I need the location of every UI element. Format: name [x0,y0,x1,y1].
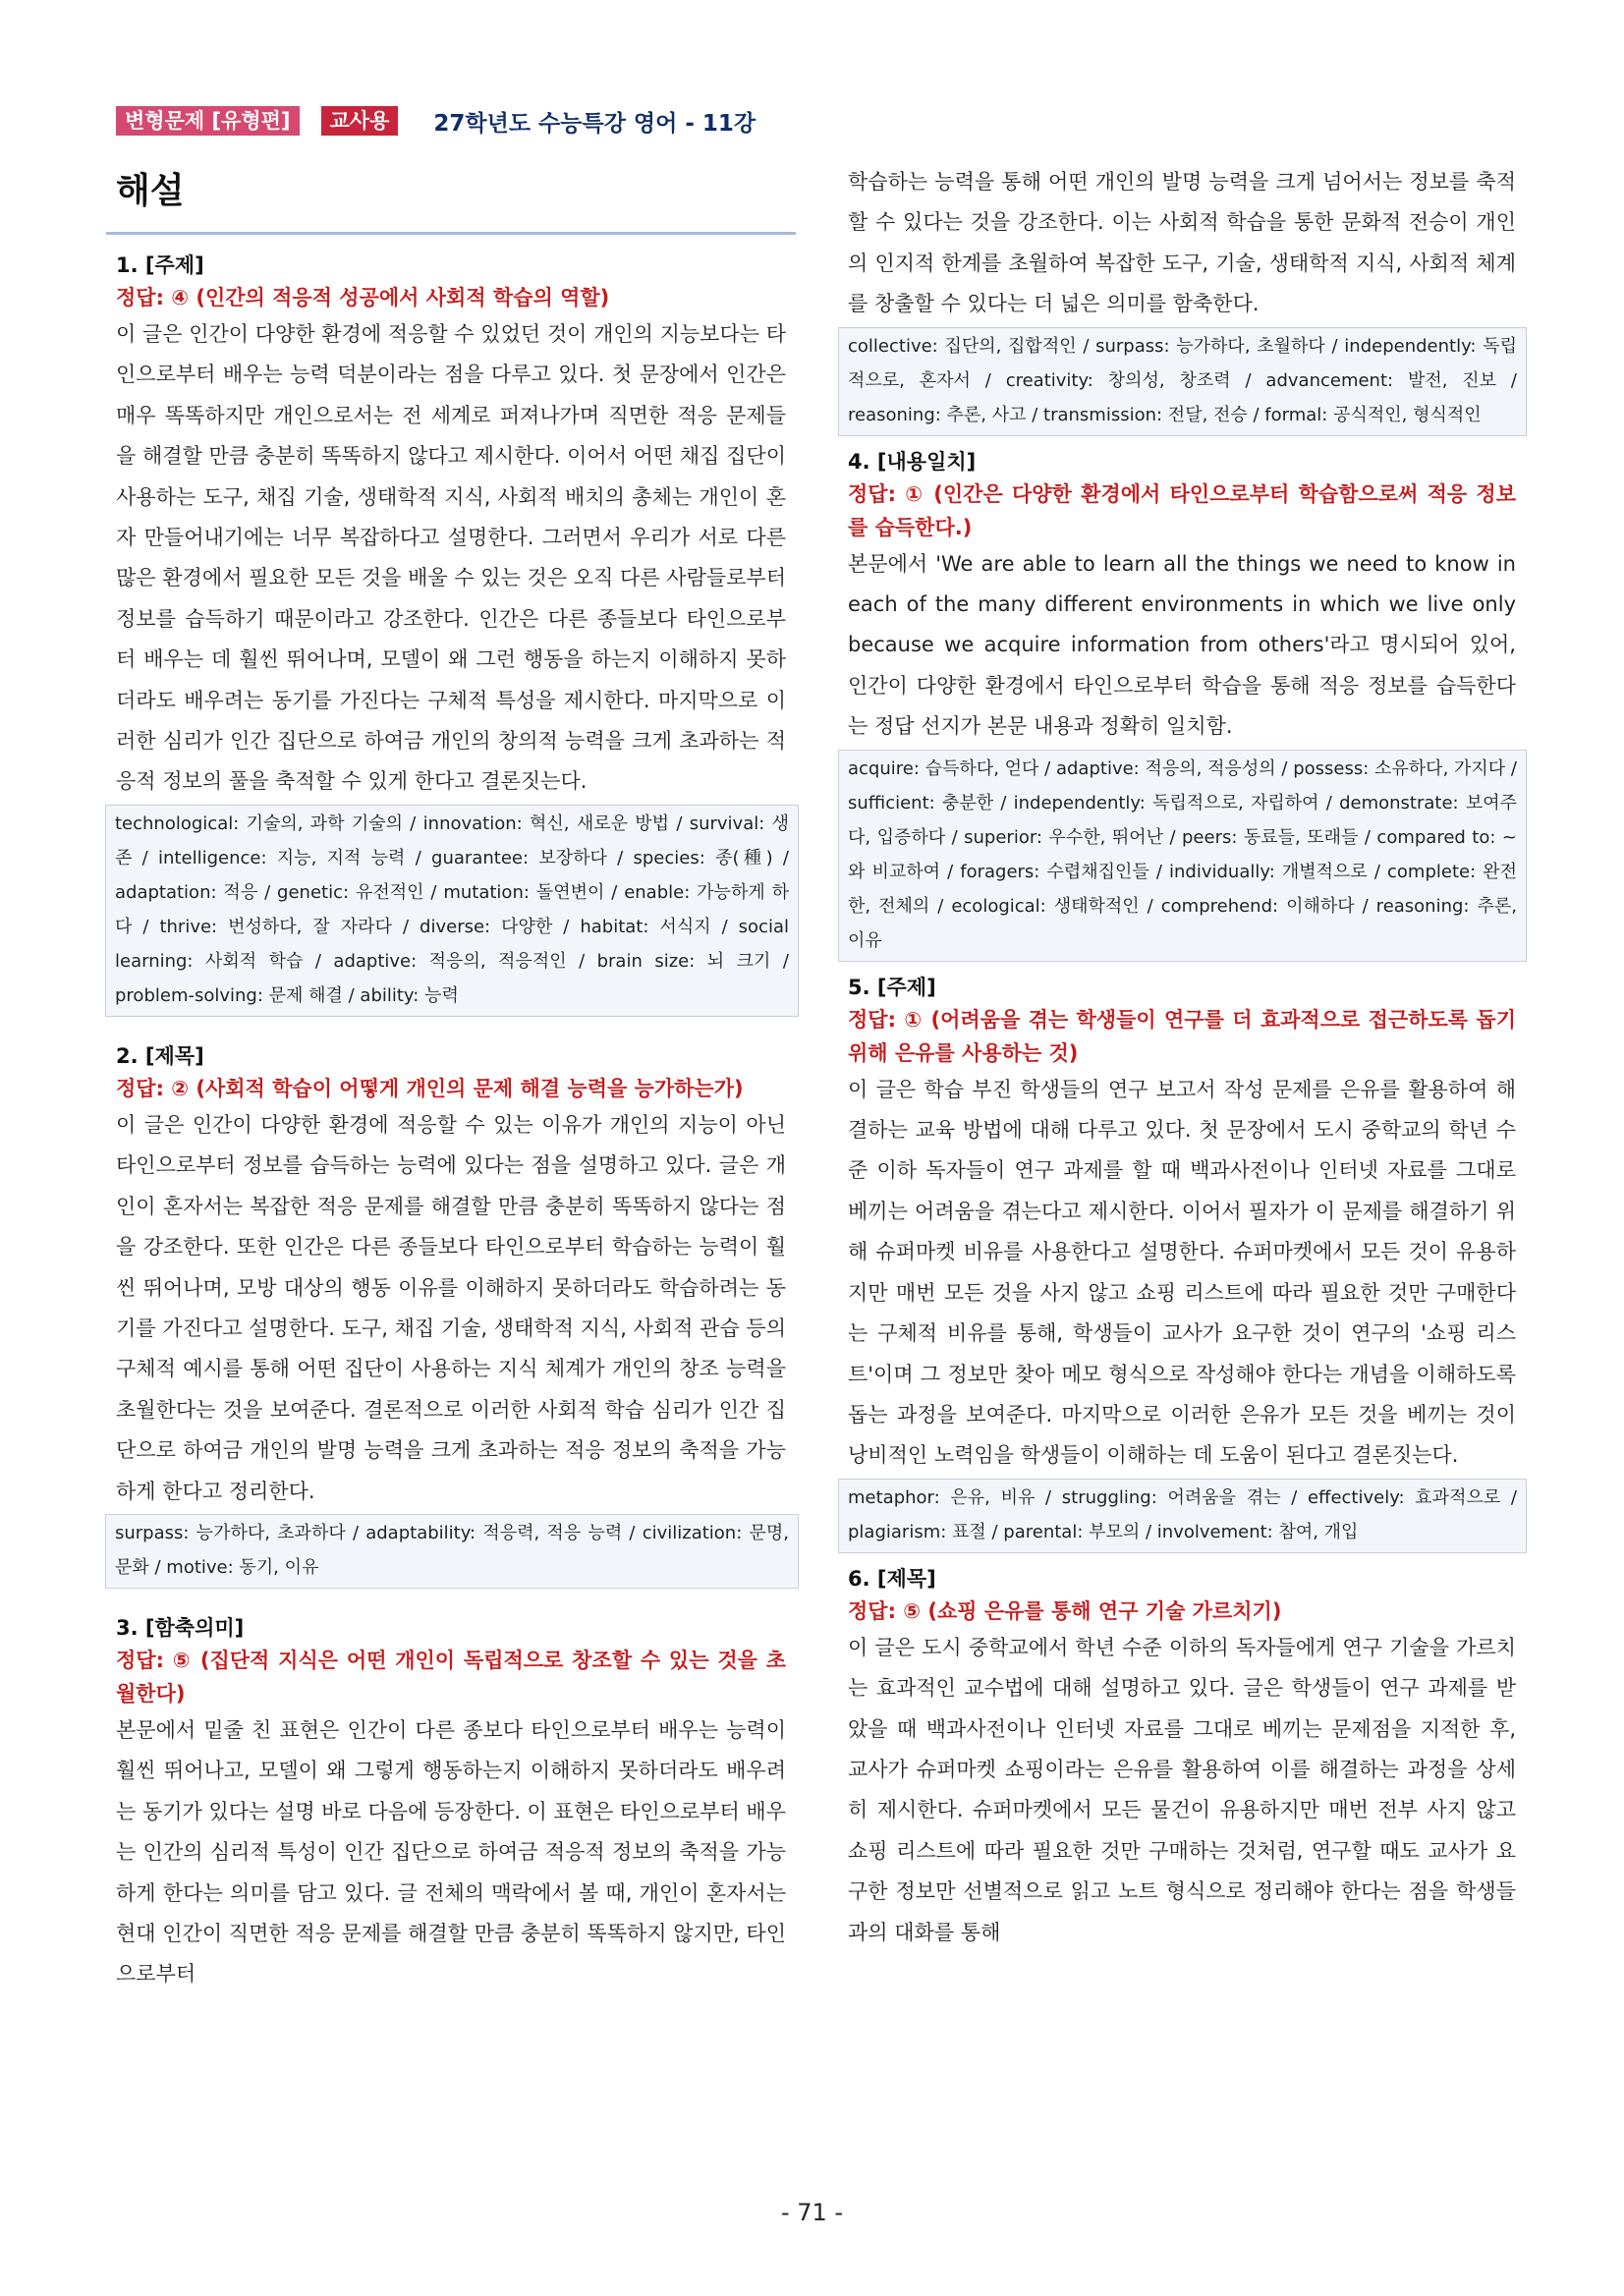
answer-line: 정답: ⑤ (집단적 지식은 어떤 개인이 독립적으로 창조할 수 있는 것을 초월한다) [116,1648,786,1706]
question-number: 2. [제목] [116,1043,204,1068]
teacher-tag: 교사용 [321,106,399,136]
heading-divider [106,232,796,235]
left-column [115,250,789,1995]
explanation-text-continued: 학습하는 능력을 통해 어떤 개인의 발명 능력을 크게 넘어서는 정보를 축적할 수 있다는 것을 강조한다. 이는 사회적 학습을 통한 문화적 전승이 개인의 인지적 한계를 초월하여 복잡한 도구, 기술, 생태학적 지식, 사회적 체계를 창출할 수 있다는 더 넓은 의미를 함축한다. [848,170,1516,316]
section-1 [115,250,789,1017]
explanation-text: 이 글은 도시 중학교에서 학년 수준 이하의 독자들에게 연구 기술을 가르치는 효과적인 교수법에 대해 설명하고 있다. 글은 학생들이 연구 과제를 받았을 때 백과사전이나 인터넷 자료를 그대로 베끼는 문제점을 지적한 후, 교사가 슈퍼마켓 쇼핑이라는 은유를 활용하여 이를 해결하는 과정을 상세히 제시한다. 슈퍼마켓에서 모든 물건이 유용하지만 매번 전부 사지 않고 쇼핑 리스트에 따라 필요한 것만 구매하는 것처럼, 연구할 때도 교사가 요구한 정보만 선별적으로 읽고 노트 형식으로 정리해야 한다는 점을 학생들과의 대화를 통해 [848,1635,1516,1944]
answer-line: 정답: ⑤ (쇼핑 은유를 통해 연구 기술 가르치기) [848,1598,1282,1623]
vocab-box: surpass: 능가하다, 초과하다 / adaptability: 적응력, 적응 능력 / civilization: 문명, 문화 / motive: 동기, 이유 [105,1514,799,1589]
explanation-text: 이 글은 인간이 다양한 환경에 적응할 수 있는 이유가 개인의 지능이 아닌 타인으로부터 정보를 습득하는 능력에 있다는 점을 설명하고 있다. 글은 개인이 혼자서는 복잡한 적응 문제를 해결할 만큼 충분히 똑똑하지 않다는 점을 강조한다. 또한 인간은 다른 종들보다 타인으로부터 학습하는 능력이 훨씬 뛰어나며, 모방 대상의 행동 이유를 이해하지 못하더라도 학습하려는 동기를 가진다고 설명한다. 도구, 채집 기술, 생태학적 지식, 사회적 관습 등의 구체적 예시를 통해 어떤 집단이 사용하는 지식 체계가 개인의 창조 능력을 초월한다는 것을 보여준다. 결론적으로 이러한 사회적 학습 심리가 인간 집단으로 하여금 개인의 발명 능력을 크게 초과하는 적응 정보의 축적을 가능하게 한다고 정리한다. [116,1112,786,1503]
question-number: 5. [주제] [848,975,936,999]
explanation-text: 본문에서 밑줄 친 표현은 인간이 다른 종보다 타인으로부터 배우는 능력이 훨씬 뛰어나고, 모델이 왜 그렇게 행동하는지 이해하지 못하더라도 배우려는 동기가 있다는 설명 바로 다음에 등장한다. 이 표현은 타인으로부터 배우는 인간의 심리적 특성이 인간 집단으로 하여금 적응적 정보의 축적을 가능하게 한다는 의미를 담고 있다. 글 전체의 맥락에서 볼 때, 개인이 혼자서는 현대 인간이 직면한 적응 문제를 해결할 만큼 충분히 똑똑하지 않지만, 타인으로부터 [116,1717,787,1987]
section-6 [848,1563,1516,1953]
explanation-text: 이 글은 학습 부진 학생들의 연구 보고서 작성 문제를 은유를 활용하여 해결하는 교육 방법에 대해 다루고 있다. 첫 문장에서 도시 중학교의 학년 수준 이하 독자들이 연구 과제를 할 때 백과사전이나 인터넷 자료를 그대로 베끼는 어려움을 겪는다고 제시한다. 이어서 필자가 이 문제를 해결하기 위해 슈퍼마켓 비유를 사용한다고 설명한다. 슈퍼마켓에서 모든 것이 유용하지만 매번 모든 것을 사지 않고 쇼핑 리스트에 따라 필요한 것만 구매한다는 구체적 비유를 통해, 학생들이 교사가 요구한 것이 연구의 '쇼핑 리스트'이며 그 정보만 찾아 메모 형식으로 작성해야 한다는 개념을 이해하도록 돕는 과정을 보여준다. 마지막으로 이러한 은유가 모든 것을 베끼는 것이 낭비적인 노력임을 학생들이 이해하는 데 도움이 된다고 결론짓는다. [848,1077,1516,1468]
question-number: 6. [제목] [848,1566,936,1591]
type-tag: 변형문제 [유형편] [116,106,300,136]
explanation-text: 이 글은 인간이 다양한 환경에 적응할 수 있었던 것이 개인의 지능보다는 타인으로부터 배우는 능력 덕분이라는 점을 다루고 있다. 첫 문장에서 인간은 매우 똑똑하지만 개인으로서는 전 세계로 퍼져나가며 직면한 적응 문제들을 해결할 만큼 충분히 똑똑하지 않다고 제시한다. 이어서 어떤 채집 집단이 사용하는 도구, 채집 기술, 생태학적 지식, 사회적 배치의 총체는 개인이 혼자 만들어내기에는 너무 복잡하다고 설명한다. 그러면서 우리가 서로 다른 많은 환경에서 필요한 모든 것을 배울 수 있는 것은 오직 다른 사람들로부터 정보를 습득하기 때문이라고 강조한다. 인간은 다른 종들보다 타인으로부터 배우는 데 훨씬 뛰어나며, 모델이 왜 그런 행동을 하는지 이해하지 못하더라도 배우려는 동기를 가진다는 구체적 특성을 제시한다. 마지막으로 이러한 심리가 인간 집단으로 하여금 개인의 창의적 능력을 크게 초과하는 적응적 정보의 풀을 축적할 수 있게 한다고 결론짓는다. [116,322,787,794]
page-header [116,106,756,136]
section-2 [115,1040,789,1589]
right-column [848,162,1516,1953]
section-3 [116,1612,786,1995]
vocab-box: technological: 기술의, 과학 기술의 / innovation: 혁신, 새로운 방법 / survival: 생존 / intelligence: 지능, 지적 능력 / guarantee: 보장하다 / species: 종(種) / adaptation: 적응 / genetic: 유전적인 / mutation: 돌연변이 / enable: 가능하게 하다 / thrive: 번성하다, 잘 자라다 / diverse: 다양한 / habitat: 서식지 / social learning: 사회적 학습 / adaptive: 적응의, 적응적인 / brain size: 뇌 크기 / problem-solving: 문제 해결 / ability: 능력 [105,805,799,1017]
page-heading: 해설 [116,171,185,211]
section-4 [848,446,1516,962]
answer-line: 정답: ④ (인간의 적응적 성공에서 사회적 학습의 역할) [116,286,610,309]
question-number: 1. [주제] [116,253,204,277]
page-number: - 71 - [780,2199,844,2226]
question-number: 3. [함축의미] [116,1615,245,1640]
vocab-box: metaphor: 은유, 비유 / struggling: 어려움을 겪는 / effectively: 효과적으로 / plagiarism: 표절 / parental: 부모의 / involvement: 참여, 개입 [838,1479,1527,1553]
answer-line: 정답: ① (어려움을 겪는 학생들이 연구를 더 효과적으로 접근하도록 돕기 위해 은유를 사용하는 것) [848,1007,1516,1065]
vocab-box: collective: 집단의, 집합적인 / surpass: 능가하다, 초월하다 / independently: 독립적으로, 혼자서 / creativity: 창의성, 창조력 / advancement: 발전, 진보 / reasoning: 추론, 사고 / transmission: 전달, 전승 / formal: 공식적인, 형식적인 [838,327,1527,436]
header-title: 27학년도 수능특강 영어 - 11강 [433,110,756,137]
explanation-text: 본문에서 'We are able to learn all the things we need to know in each of the many different environments in which we live only because we acquire information from others'라고 명시되어 있어, 인간이 다양한 환경에서 타인으로부터 학습을 통해 적응 정보를 습득한다는 정답 선지가 본문 내용과 정확히 일치함. [848,551,1516,739]
answer-line: 정답: ② (사회적 학습이 어떻게 개인의 문제 해결 능력을 능가하는가) [116,1076,744,1100]
question-number: 4. [내용일치] [848,449,977,474]
vocab-box: acquire: 습득하다, 얻다 / adaptive: 적응의, 적응성의 / possess: 소유하다, 가지다 / sufficient: 충분한 / independently: 독립적으로, 자립하여 / demonstrate: 보여주다, 입증하다 / superior: 우수한, 뛰어난 / peers: 동료들, 또래들 / compared to: ~와 비교하여 / foragers: 수렵채집인들 / individually: 개별적으로 / complete: 완전한, 전체의 / ecological: 생태학적인 / comprehend: 이해하다 / reasoning: 추론, 이유 [838,750,1527,962]
section-5 [848,972,1516,1553]
answer-line: 정답: ① (인간은 다양한 환경에서 타인으로부터 학습함으로써 적응 정보를 습득한다.) [848,481,1516,539]
